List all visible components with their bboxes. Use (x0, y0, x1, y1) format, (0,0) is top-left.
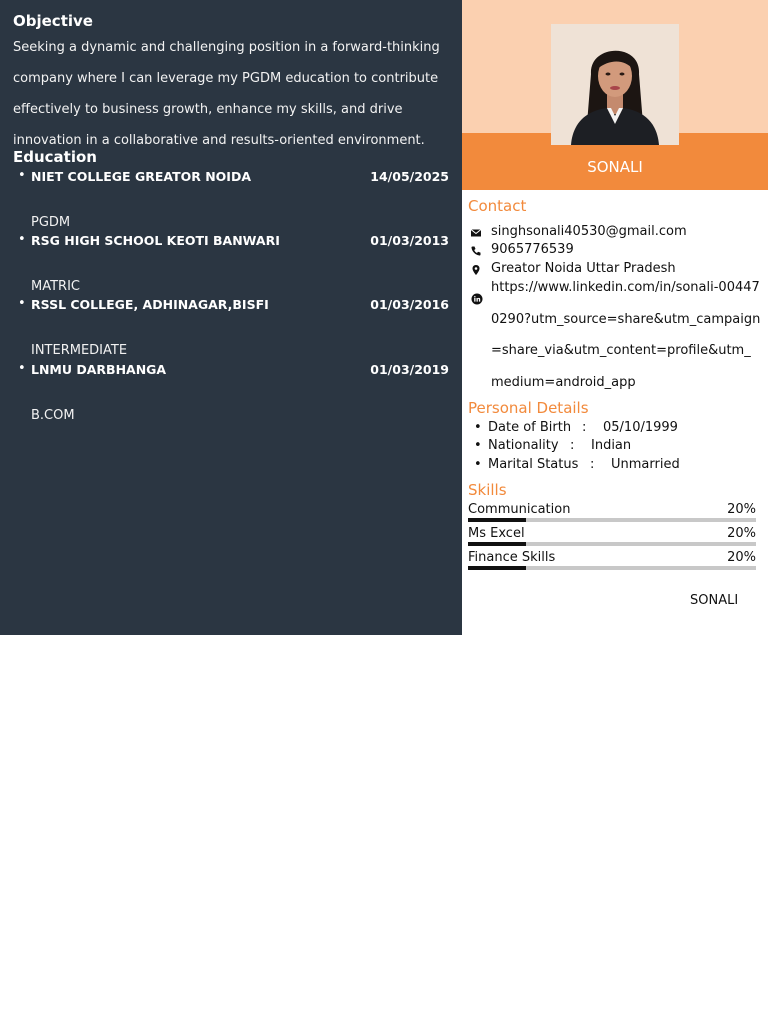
bullet: • (474, 438, 482, 453)
contact-linkedin-link[interactable]: https://www.linkedin.com/in/sonali-004470290?utm_source=share&utm_campaign=share_via&utm_content=profile&utm_medium=android_app (491, 280, 761, 390)
school-name: RSSL COLLEGE, ADHINAGAR,BISFI (31, 297, 269, 312)
education-date: 01/03/2019 (370, 362, 449, 377)
bullet: • (474, 457, 482, 472)
skill-bar-fill (468, 542, 526, 546)
education-item (0, 232, 462, 294)
detail-label: Nationality (488, 438, 559, 453)
skill-bar-track (468, 566, 756, 570)
mail-icon (470, 227, 482, 239)
education-date: 14/05/2025 (370, 169, 449, 184)
contact-email[interactable]: singhsonali40530@gmail.com (491, 224, 687, 239)
left-column (0, 0, 462, 635)
degree: B.COM (31, 408, 75, 423)
skill-bar-track (468, 518, 756, 522)
personal-details-title: Personal Details (468, 399, 589, 417)
degree: INTERMEDIATE (31, 343, 128, 358)
education-item (0, 168, 462, 230)
education-date: 01/03/2016 (370, 297, 449, 312)
profile-photo (551, 24, 679, 145)
skill-bar-fill (468, 518, 526, 522)
skill-bar-track (468, 542, 756, 546)
detail-separator: : (570, 438, 575, 453)
bullet: • (18, 361, 26, 376)
education-date: 01/03/2013 (370, 233, 449, 248)
bullet: • (18, 232, 26, 247)
bullet: • (18, 296, 26, 311)
degree: MATRIC (31, 279, 80, 294)
skill-percent: 20% (727, 502, 756, 517)
skill-bar-fill (468, 566, 526, 570)
linkedin-icon (471, 293, 483, 305)
skill-name: Ms Excel (468, 526, 525, 541)
objective-text: Seeking a dynamic and challenging position in a forward-thinking company where I can leverage my PGDM education to contribute effectively to business growth, enhance my skills, and drive innovation in a collaborative and results-oriented environment. (13, 40, 440, 148)
detail-label: Marital Status (488, 457, 579, 472)
skill-name: Communication (468, 502, 571, 517)
skill-percent: 20% (727, 550, 756, 565)
skill-name: Finance Skills (468, 550, 556, 565)
signature: SONALI (690, 593, 739, 608)
school-name: RSG HIGH SCHOOL KEOTI BANWARI (31, 233, 280, 248)
objective-title: Objective (13, 12, 93, 30)
candidate-name: SONALI (587, 158, 643, 176)
detail-value: Unmarried (611, 457, 680, 472)
contact-title: Contact (468, 197, 527, 215)
contact-phone: 9065776539 (491, 242, 574, 257)
right-column (462, 0, 768, 635)
bullet: • (474, 420, 482, 435)
detail-value: Indian (591, 438, 632, 453)
detail-separator: : (582, 420, 587, 435)
portrait-image (551, 24, 679, 145)
skills-title: Skills (468, 481, 507, 499)
education-item (0, 296, 462, 358)
phone-icon (470, 245, 482, 257)
skill-percent: 20% (727, 526, 756, 541)
location-pin-icon (470, 264, 482, 276)
education-title: Education (13, 148, 97, 166)
degree: PGDM (31, 215, 71, 230)
school-name: NIET COLLEGE GREATOR NOIDA (31, 169, 251, 184)
contact-location: Greator Noida Uttar Pradesh (491, 261, 676, 276)
detail-label: Date of Birth (488, 420, 572, 435)
bullet: • (18, 168, 26, 183)
school-name: LNMU DARBHANGA (31, 362, 167, 377)
detail-separator: : (590, 457, 595, 472)
detail-value: 05/10/1999 (603, 420, 678, 435)
education-item (0, 361, 462, 423)
